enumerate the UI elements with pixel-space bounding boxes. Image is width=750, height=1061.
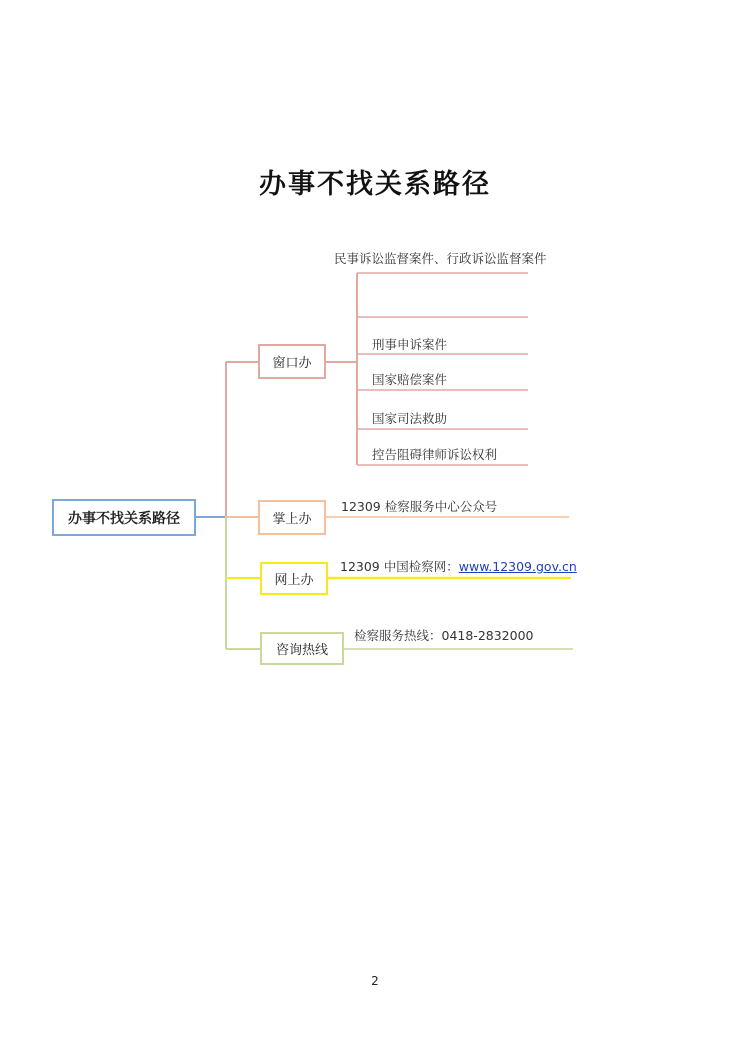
page-number: 2 <box>371 974 379 988</box>
window-item-criminal-appeal: 刑事申诉案件 <box>372 337 448 352</box>
window-item-judicial-aid: 国家司法救助 <box>372 411 448 426</box>
branch-consult: 咨询热线 <box>260 632 344 665</box>
online-link[interactable]: www.12309.gov.cn <box>458 559 577 574</box>
online-item-prefix: 12309 中国检察网： <box>340 559 459 574</box>
window-item-lawyer-rights: 控告阻碍律师诉讼权利 <box>372 447 498 462</box>
page-title: 办事不找关系路径 <box>259 169 491 200</box>
online-item <box>340 557 577 575</box>
window-item-civil-admin: 民事诉讼监督案件、行政诉讼监督案件 <box>334 251 547 266</box>
palm-item: 12309 检察服务中心公众号 <box>341 499 498 514</box>
branch-palm: 掌上办 <box>258 500 326 535</box>
consult-item: 检察服务热线：0418-2832000 <box>354 628 534 643</box>
window-item-state-compensation: 国家赔偿案件 <box>372 372 448 387</box>
branch-online: 网上办 <box>260 562 328 595</box>
root-node: 办事不找关系路径 <box>52 499 196 536</box>
branch-window: 窗口办 <box>258 344 326 379</box>
